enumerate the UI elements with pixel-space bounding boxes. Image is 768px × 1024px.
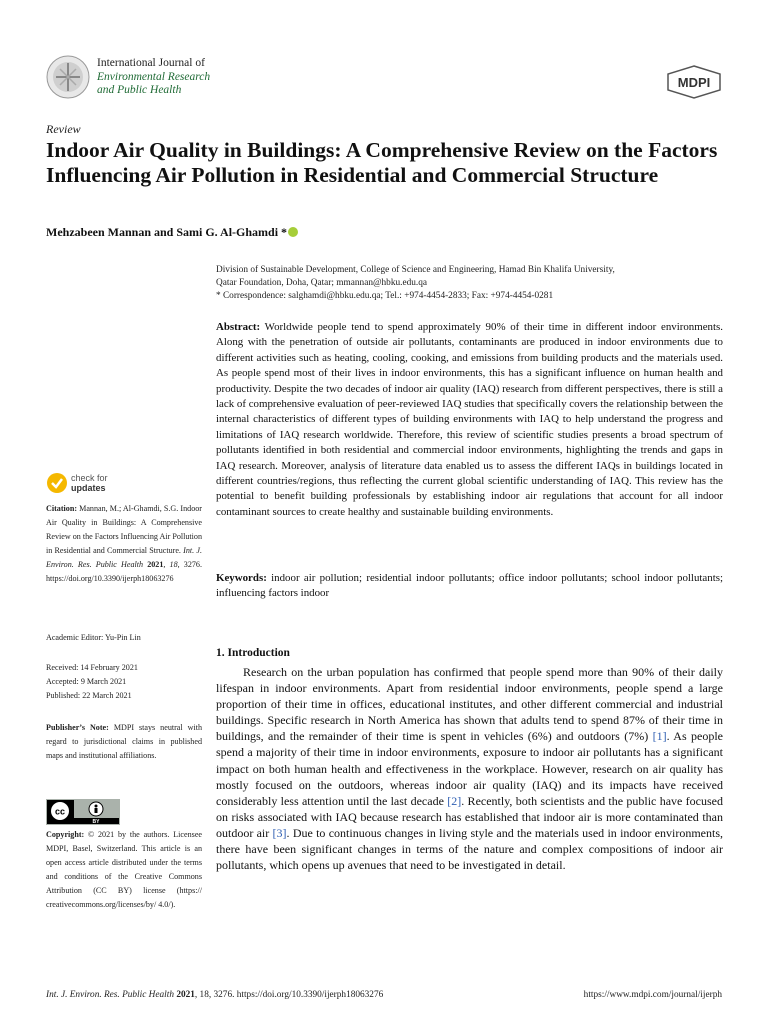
accepted-date: Accepted: 9 March 2021 [46,677,127,686]
abstract-label: Abstract: [216,321,261,333]
affiliation-block [216,264,726,303]
reference-link-1[interactable]: [1] [652,729,667,744]
footer-citation [46,990,383,1000]
received-date: Received: 14 February 2021 [46,663,138,672]
copyright-text: © 2021 by the authors. Licensee MDPI, Basel, Switzerland. This article is an open access article distributed under the terms and conditions of the Creative Commons Attribution (CC BY) license (https:// creativecommons.org/licenses/by/ 4.0/). [46,830,202,909]
citation-text: Mannan, M.; Al-Ghamdi, S.G. Indoor Air Quality in Buildings: A Comprehensive Review on the Factors Influencing Air Pollution in Residential and Commercial Structure. [46,504,203,555]
authors-text: Mehzabeen Mannan and Sami G. Al-Ghamdi * [46,225,288,239]
mdpi-logo-text: MDPI [677,75,711,90]
copyright-block [46,828,202,912]
article-type: Review [46,122,81,136]
keywords [216,571,723,602]
publishers-note [46,721,202,763]
journal-name-line1: International Journal of [97,57,205,69]
intro-text-a: Research on the urban population has confirmed that people spend more than 90% of their daily lifespan in indoor environments. Apart from residential indoor environments, people spend a large proportion of their time in offices, educational institutes, and other different commercial and industrial buildings. Specific research in North America has shown that adults tend to spend 87% of their time in buildings, and the remainder of their time is spent in vehicles (6%) and outdoors (7%) [216,665,723,744]
citation-year: 2021 [147,560,164,569]
pubnote-label: Publisher’s Note: [46,723,109,732]
article-title: Indoor Air Quality in Buildings: A Comprehensive Review on the Factors Influencing Air Pollution in Residential and Commercial Structure [46,138,718,187]
academic-editor: Academic Editor: Yu-Pin Lin [46,633,141,642]
citation-label: Citation: [46,504,78,513]
footer-year: 2021 [176,990,195,1000]
footer-journal-url[interactable]: https://www.mdpi.com/journal/ijerph [583,990,722,1000]
journal-name [97,57,210,98]
intro-text-b: . As people spend a majority of their time in indoor environments, exposure to indoor air pollutants has a significant impact on both human health and effectiveness in the workplace. However, research on air quality has mostly focused on the outdoors, whereas indoor air quality (IAQ) and its impacts have received considerably less attention until the last decade [216,729,723,808]
reference-link-3[interactable]: [3] [272,825,287,840]
keywords-label: Keywords: [216,572,267,584]
keywords-text: indoor air pollution; residential indoor pollutants; office indoor pollutants; school indoor pollutants; influencing factors indoor [216,572,723,600]
abstract-text: Worldwide people tend to spend approximately 90% of their time in different indoor environments. Along with the penetration of outside air pollutants, contaminants are produced in indoor environments due to different activities such as heating, cooling, cooking, and emissions from building products and the materials used. As people spend most of their lives in indoor environments, this has a significant influence on human health and productivity. Despite the two decades of indoor air quality (IAQ) research from different perspectives, there is still a lack of comprehensive evaluation of peer-reviewed IAQ studies that specifically covers the relationship between the internal characteristics of different types of building environments with IAQ to help understand the progress and limitations of IAQ research worldwide. Therefore, this review of scientific studies presents a broad spectrum of pollutants identified in both residential and commercial indoor environments, highlighting the trends and gaps in IAQ research. Moreover, analysis of literature data enabled us to assess the different IAQs in buildings located in different countries/regions, thus reflecting the current global scientific understanding of IAQ. This review has the potential to benefit building professionals by establishing indoor air regulations that account for all indoor contaminant sources to create healthy and sustainable building environments. [216,321,723,518]
affiliation-line1: Division of Sustainable Development, College of Science and Engineering, Hamad Bin Khalifa University, [216,265,615,275]
footer-doi[interactable]: , 18, 3276. https://doi.org/10.3390/ijerph18063276 [194,990,384,1000]
check-updates-text [71,474,108,493]
check-for-updates-badge[interactable] [46,472,166,498]
author-list [46,225,298,240]
citation-doi[interactable]: , 3276. https://doi.org/10.3390/ijerph18063276 [46,560,203,583]
orcid-icon[interactable] [288,227,298,237]
citation-journal: Int. J. Environ. Res. Public Health [46,546,202,569]
journal-header [46,55,722,105]
correspondence: * Correspondence: salghamdi@hbku.edu.qa; Tel.: +974-4454-2833; Fax: +974-4454-0281 [216,291,554,301]
check-updates-icon [46,472,68,494]
dates-block [46,661,202,703]
intro-text-d: . Due to continuous changes in living style and the materials used in indoor environments, there have been significant changes in terms of the nature and complex compositions of indoor air pollutants, which opens up avenues that need to be investigated in detail. [216,825,723,873]
affiliation-line2: Qatar Foundation, Doha, Qatar; mmannan@hbku.edu.qa [216,278,427,288]
citation-block: Citation: Mannan, M.; Al-Ghamdi, S.G. Indoor Air Quality in Buildings: A Comprehensive Review on the Factors Influencing Air Pollution in Residential and Commercial Structure. Int. J. Environ. Res. Public Health 2021, 18, 3276. https://doi.org/10.3390/ijerph18063276 [46,504,203,583]
citation-volume: 18 [169,560,178,569]
abstract [216,320,723,520]
journal-name-line2: Environmental Research [97,70,211,83]
check-updates-line2: updates [71,482,106,493]
copyright-label: Copyright: [46,830,85,839]
mdpi-logo-icon [666,65,722,99]
section-heading-introduction: 1. Introduction [216,647,290,659]
journal-logo-icon [46,55,90,99]
published-date: Published: 22 March 2021 [46,691,132,700]
footer-journal: Int. J. Environ. Res. Public Health [46,990,174,1000]
svg-text:BY: BY [92,819,100,825]
pubnote-text: MDPI stays neutral with regard to jurisdictional claims in published maps and institutional affiliations. [46,723,203,760]
introduction-paragraph [216,664,723,873]
svg-text:cc: cc [54,806,66,817]
cc-by-license-icon[interactable] [46,799,120,825]
check-updates-line1: check for [71,473,108,483]
reference-link-2[interactable]: [2] [447,793,462,808]
journal-name-line3: and Public Health [97,84,182,96]
intro-text-c: . Recently, both scientists and the public have focused on risks associated with IAQ because research has established that indoor air is more contaminated than outdoor air [216,793,724,840]
